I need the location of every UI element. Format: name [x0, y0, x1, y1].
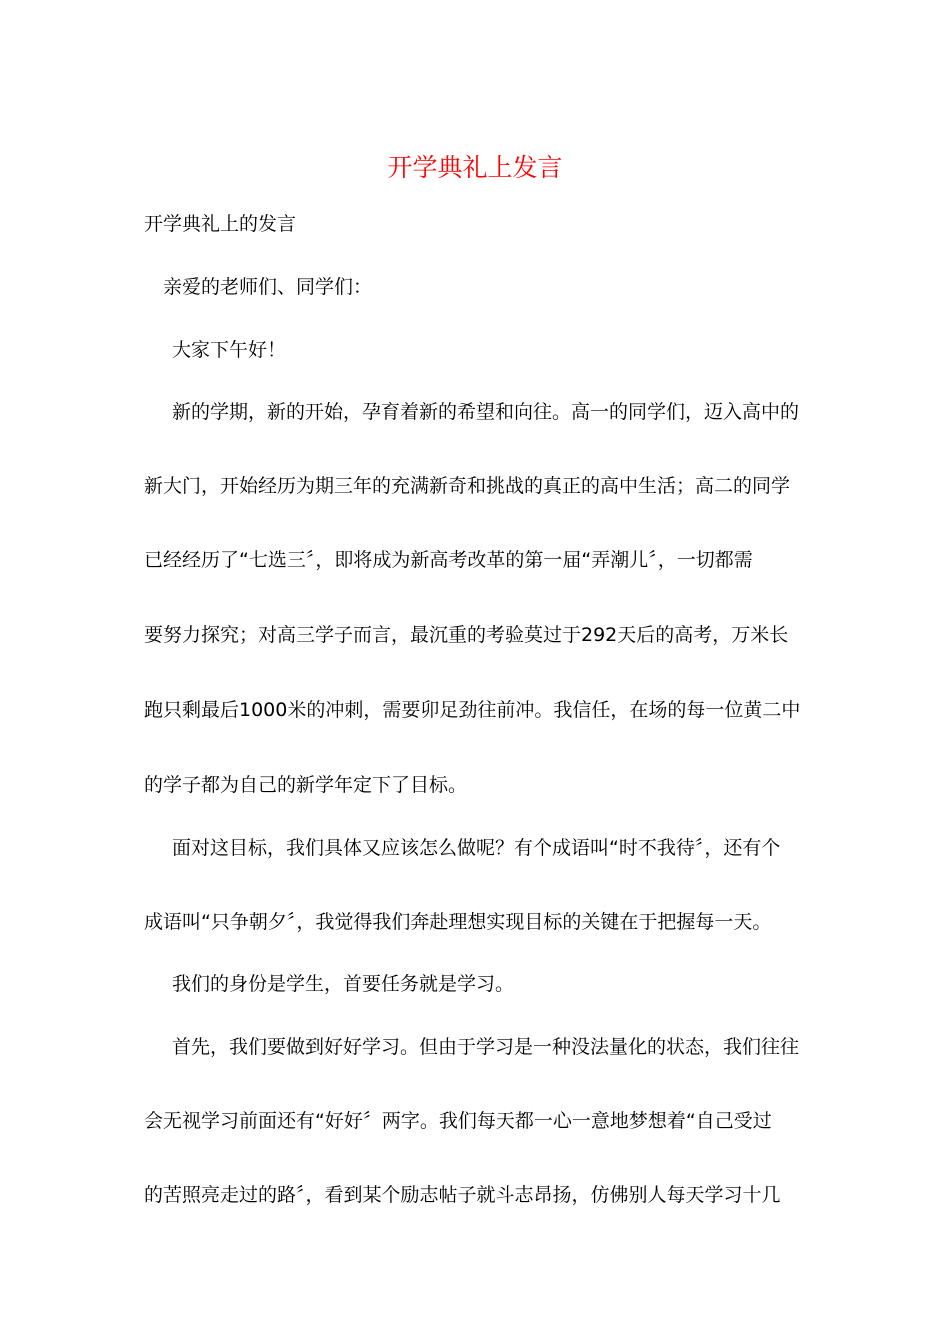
salutation-line: 亲爱的老师们、同学们：	[163, 276, 373, 298]
paragraph-line: 新的学期，新的开始，孕育着新的希望和向往。高一的同学们，迈入高中的	[172, 401, 800, 423]
paragraph-line: 会无视学习前面还有“好好〞两字。我们每天都一心一意地梦想着“自己受过	[144, 1110, 772, 1132]
document-title: 开学典礼上发言	[387, 153, 563, 182]
document-subtitle: 开学典礼上的发言	[144, 213, 297, 235]
paragraph-line: 的学子都为自己的新学年定下了目标。	[144, 774, 468, 796]
paragraph-line: 面对这目标，我们具体又应该怎么做呢？有个成语叫“时不我待〞，还有个	[172, 837, 781, 859]
greeting-line: 大家下午好！	[172, 339, 287, 361]
paragraph-line: 我们的身份是学生，首要任务就是学习。	[172, 973, 515, 995]
paragraph-line: 首先，我们要做到好好学习。但由于学习是一种没法量化的状态，我们往往	[172, 1036, 800, 1058]
paragraph-line: 跑只剩最后1000米的冲刺，需要卯足劲往前冲。我信任，在场的每一位黄二中	[144, 699, 801, 721]
paragraph-line: 已经经历了“七选三〞，即将成为新高考改革的第一届“弄潮儿〞，一切都需	[144, 549, 753, 571]
paragraph-line: 要努力探究；对高三学子而言，最沉重的考验莫过于292天后的高考，万米长	[144, 624, 789, 646]
paragraph-line: 的苦照亮走过的路〞，看到某个励志帖子就斗志昂扬，仿佛别人每天学习十几	[144, 1184, 781, 1206]
paragraph-line: 成语叫“只争朝夕〞，我觉得我们奔赴理想实现目标的关键在于把握每一天。	[144, 911, 772, 933]
paragraph-line: 新大门，开始经历为期三年的充满新奇和挑战的真正的高中生活；高二的同学	[144, 475, 791, 497]
